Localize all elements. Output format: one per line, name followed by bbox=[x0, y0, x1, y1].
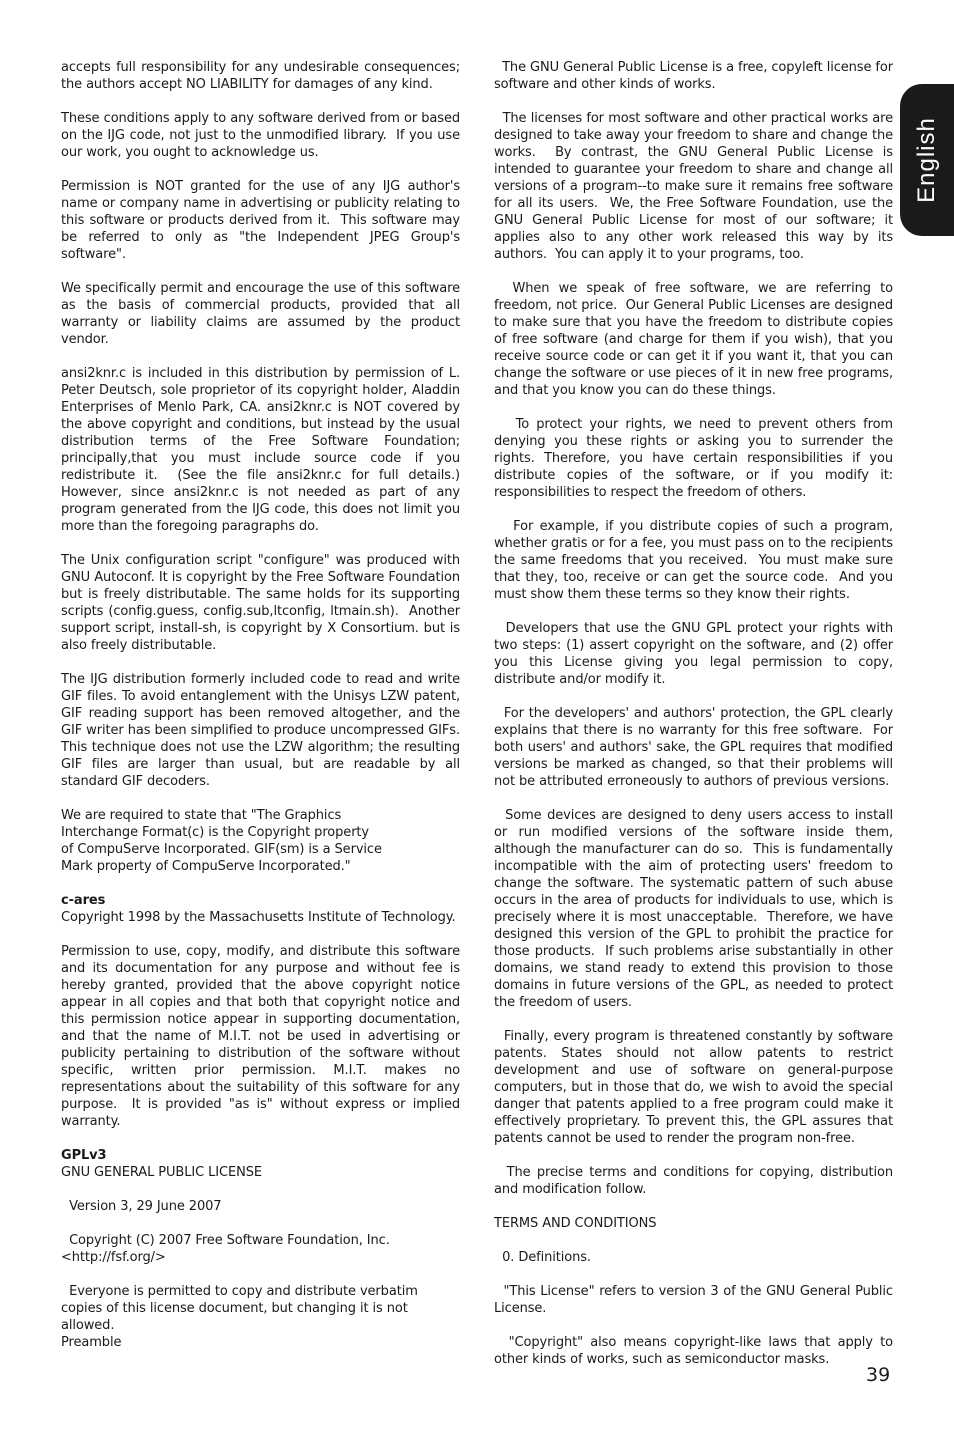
paragraph-precise-terms: The precise terms and conditions for copying, distribution and modification follow. bbox=[494, 1165, 898, 1197]
definition-this-license: "This License" refers to version 3 of the GNU General Public License. bbox=[494, 1284, 898, 1316]
paragraph-ansi2knr: ansi2knr.c is included in this distribution by permission of L. Peter Deutsch, sole proprietor of its copyright holder, Aladdin Enterprises of Menlo Park, CA. ansi2knr.c is NOT covered by the above copyright and conditions, but instead by the usual distribution terms of the Free Software Foundation; principally,that you must include source code if you redistribute it. (See the file ansi2knr.c for full details.) However, since ansi2knr.c is not needed as part of any program generated from the IJG code, this does not limit you more than the foregoing paragraphs do. bbox=[61, 366, 469, 534]
gpl-version: Version 3, 29 June 2007 bbox=[61, 1199, 222, 1214]
paragraph-permission-name: Permission is NOT granted for the use of any IJG author's name or company name in advertising or publicity relating to this software or products derived from it. This software may be referred to only as "the Independent JPEG Group's software". bbox=[61, 179, 465, 262]
paragraph-compuserve: We are required to state that "The Graphics Interchange Format(c) is the Copyright property of CompuServe Incorporated. GIF(sm) is a Service Mark property of CompuServe Incorporated." bbox=[61, 808, 382, 874]
left-column bbox=[61, 59, 469, 1351]
cares-copyright: Copyright 1998 by the Massachusetts Institute of Technology. bbox=[61, 910, 456, 925]
paragraph-unix-configure: The Unix configuration script "configure" was produced with GNU Autoconf. It is copyright by the Free Software Foundation but is freely distributable. The same holds for its supporting scripts (config.guess, config.sub,ltconfig, ltmain.sh). Another support script, install-sh, is copyright by X Consortium. but is also freely distributable. bbox=[61, 553, 465, 653]
gpl-everyone-preamble: Everyone is permitted to copy and distribute verbatim copies of this license document, but changing it is not allowed. Preamble bbox=[61, 1284, 418, 1350]
paragraph-licenses-freedom: The licenses for most software and other practical works are designed to take away your freedom to share and change the works. By contrast, the GNU General Public License is intended to guarantee your freedom to share and change all versions of a program--to make sure it remains free software for all its users. We, the Free Software Foundation, use the GNU General Public License for most of our software; it applies also to any other work released this way by its authors. You can apply it to your programs, too. bbox=[494, 111, 898, 262]
paragraph-protection: For the developers' and authors' protection, the GPL clearly explains that there is no warranty for this free software. For both users' and authors' sake, the GPL requires that modified versions be marked as changed, so that their problems will not be attributed erroneously to authors of previous versions. bbox=[494, 706, 898, 789]
gpl-title: GNU GENERAL PUBLIC LICENSE bbox=[61, 1165, 262, 1180]
section-heading-cares: c-ares bbox=[61, 893, 106, 908]
section-heading-gplv3: GPLv3 bbox=[61, 1148, 107, 1163]
paragraph-free-software: When we speak of free software, we are referring to freedom, not price. Our General Public Licenses are designed to make sure that you have the freedom to distribute copies of free software (and charge for them if you wish), that you receive source code or can get it if you want it, that you can change the software or use pieces of it in new free programs, and that you know you can do these things. bbox=[494, 281, 898, 398]
language-tab-label: English bbox=[913, 117, 940, 203]
paragraph-patents: Finally, every program is threatened constantly by software patents. States should not allow patents to restrict development and use of software on general-purpose computers, but in those that do, we wish to avoid the special danger that patents applied to a free program could make it effectively proprietary. To prevent this, the GPL assures that patents cannot be used to render the program non-free. bbox=[494, 1029, 898, 1146]
paragraph-gpl-free-license: The GNU General Public License is a free, copyleft license for software and other kinds of works. bbox=[494, 60, 898, 92]
paragraph-protect-rights: To protect your rights, we need to prevent others from denying you these rights or asking you to surrender the rights. Therefore, you have certain responsibilities if you distribute copies of the software, or if you modify it: responsibilities to respect the freedom of others. bbox=[494, 417, 898, 500]
language-tab bbox=[900, 84, 954, 236]
cares-permission: Permission to use, copy, modify, and distribute this software and its documentation for any purpose and without fee is hereby granted, provided that the above copyright notice appear in all copies and that both that copyright notice and this permission notice appear in supporting documentation, and that the name of M.I.T. not be used in advertising or publicity pertaining to distribution of the software without specific, written prior permission. M.I.T. makes no representations about the suitability of this software for any purpose. It is provided "as is" without express or implied warranty. bbox=[61, 944, 465, 1129]
page-number: 39 bbox=[866, 1364, 891, 1386]
paragraph-conditions: These conditions apply to any software derived from or based on the IJG code, not just to the unmodified library. If you use our work, you ought to acknowledge us. bbox=[61, 111, 465, 160]
paragraph-gif: The IJG distribution formerly included code to read and write GIF files. To avoid entanglement with the Unisys LZW patent, GIF reading support has been removed altogether, and the GIF writer has been simplified to produce uncompressed GIFs. This technique does not use the LZW algorithm; the resulting GIF files are larger than usual, but are readable by all standard GIF decoders. bbox=[61, 672, 469, 789]
paragraph-example: For example, if you distribute copies of such a program, whether gratis or for a fee, you must pass on to the recipients the same freedoms that you received. You must make sure that they, too, receive or can get the source code. And you must show them these terms so they know their rights. bbox=[494, 519, 898, 602]
paragraph-developers: Developers that use the GNU GPL protect your rights with two steps: (1) assert copyright on the software, and (2) offer you this License giving you legal permission to copy, distribute and/or modify it. bbox=[494, 621, 898, 687]
paragraph-commercial-use: We specifically permit and encourage the use of this software as the basis of commercial products, provided that all warranty or liability claims are assumed by the product vendor. bbox=[61, 281, 465, 347]
definition-copyright: "Copyright" also means copyright-like laws that apply to other kinds of works, such as semiconductor masks. bbox=[494, 1335, 898, 1367]
right-column bbox=[494, 59, 898, 1368]
gpl-copyright: Copyright (C) 2007 Free Software Foundation, Inc. <http://fsf.org/> bbox=[61, 1233, 394, 1265]
paragraph-devices: Some devices are designed to deny users access to install or run modified versions of the software inside them, although the manufacturer can do so. This is fundamentally incompatible with the aim of protecting users' freedom to change the software. The systematic pattern of such abuse occurs in the area of products for individuals to use, which is precisely where it is most unacceptable. Therefore, we have designed this version of the GPL to prohibit the practice for those products. If such problems arise substantially in other domains, we stand ready to extend this provision to those domains in future versions of the GPL, as needed to protect the freedom of users. bbox=[494, 808, 898, 1010]
definitions-heading: 0. Definitions. bbox=[494, 1250, 591, 1265]
paragraph-responsibility: accepts full responsibility for any undesirable consequences; the authors accept NO LIABILITY for damages of any kind. bbox=[61, 60, 465, 92]
terms-heading: TERMS AND CONDITIONS bbox=[494, 1216, 657, 1231]
